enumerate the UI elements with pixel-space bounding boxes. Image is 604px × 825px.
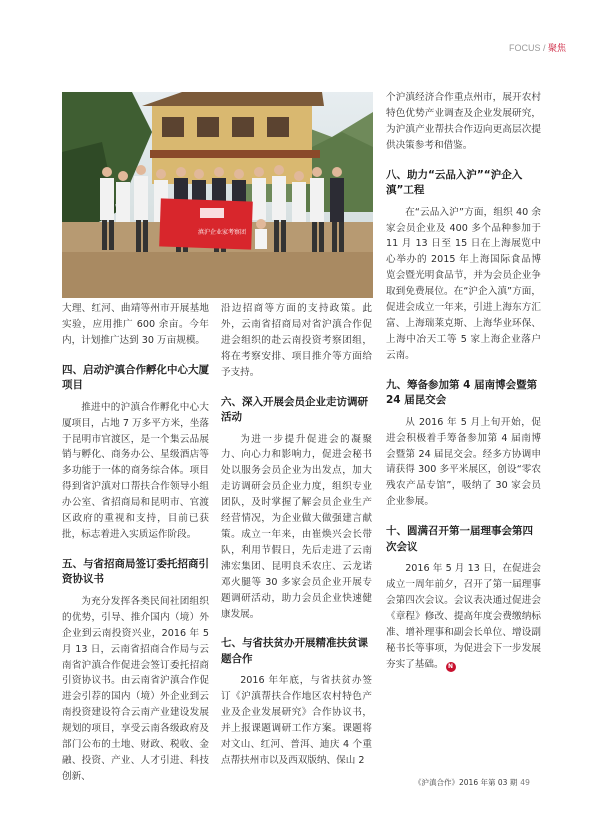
paragraph-section-5: 为充分发挥各类民间社团组织的优势，引导、推介国内（境）外企业到云南投资兴业，2016 年 5 月 13 日，云南省招商合作局与云南省沪滇合作促进会签订委托招商引资协议书。由云南省沪滇合作促进会引荐的国内（境）外企业到云南投资建设符合云南产业建设发展规划的项目，享受云南各级政府及部门公布的土地、财政、税收、金融、投资、产业、人才引进、科技创新、 xyxy=(62,595,209,782)
col1-continued-paragraph: 大理、红河、曲靖等州市开展基地实验，应用推广 600 余亩。今年内，计划推广达到 30 万亩规模。 xyxy=(62,303,209,346)
heading-section-5: 五、与省招商局签订委托招商引资协议书 xyxy=(62,557,209,586)
page-footer xyxy=(414,777,544,788)
section-separator: / xyxy=(540,43,548,53)
page-number: 49 xyxy=(520,778,530,787)
paragraph-section-10-text: 2016 年 5 月 13 日，在促进会成立一周年前夕，召开了第一届理事会第四次会议。会议表决通过促进会《章程》修改、提高年度会费缴纳标准、增补理事和副会长单位、增设副秘书长等事项，为促进会下一步发展夯实了基础。 xyxy=(386,563,541,670)
end-of-article-icon: N xyxy=(446,662,456,672)
paragraph-section-6: 为进一步提升促进会的凝聚力、向心力和影响力，促进会秘书处以服务会员企业为出发点，加大走访调研会员企业力度，组织专业团队，及时掌握了解会员企业生产经营情况，为企业做大做强建言献策。成立一年来，由崔焕兴会长带队，利用节假日，先后走进了云南沸宏集团、昆明良禾农庄、云龙诺邓火腿等 30 多家会员企业开展专题调研活动，助力会员企业快速健康发展。 xyxy=(221,433,372,620)
heading-section-6: 六、深入开展会员企业走访调研活动 xyxy=(221,395,368,424)
col2-continued-paragraph: 沿边招商等方面的支持政策。此外，云南省招商局对省沪滇合作促进会组织的赴云南投资考察团组，将在考察安排、项目推介等方面给予支持。 xyxy=(221,303,372,378)
banner-text: 滇沪企业家考察团 xyxy=(197,229,247,236)
column-1 xyxy=(62,301,209,785)
paragraph-section-4: 推进中的沪滇合作孵化中心大厦项目，占地 7 万多平方米，坐落于昆明市官渡区，是一个集云品展销与孵化、商务办公、星级酒店等多功能于一体的商务综合体。项目得到省沪滇对口帮扶合作领导小组办公室、省招商局和昆明市、官渡区政府的重视和支持，目前已获批，标志着进入实质运作阶段。 xyxy=(62,401,209,540)
magazine-issue: 《沪滇合作》2016 年第 03 期 xyxy=(414,778,518,787)
heading-section-7: 七、与省扶贫办开展精准扶贫课题合作 xyxy=(221,637,368,665)
paragraph-section-8: 在“云品入沪”方面，组织 40 余家会员企业及 400 多个品种参加于 11 月 13 日至 15 日在上海展览中心举办的 2015 年上海国际食品博览会暨光明食品节，并为会员企业争取到免费展位。在“沪企入滇”方面，促进会成立一年来，引进上海东方汇富、上海瑞莱克斯、上海华业环保、上海中冶天工等 5 家上海企业落户云南。 xyxy=(386,206,541,361)
heading-section-4: 四、启动沪滇合作孵化中心大厦项目 xyxy=(62,363,209,392)
section-cn: 聚焦 xyxy=(547,43,566,53)
paragraph-section-10 xyxy=(386,561,541,672)
heading-section-8: 八、助力“云品入沪”“沪企入滇”工程 xyxy=(386,168,523,197)
paragraph-section-7: 2016 年年底，与省扶贫办签订《沪滇帮扶合作地区农村特色产业及企业发展研究》合作协议书，并上报课题调研工作方案。课题将对文山、红河、普洱、迪庆 4 个重点帮扶州市以及西双版纳、保山 2 xyxy=(221,675,372,766)
heading-section-9: 九、筹备参加第 4 届南博会暨第 24 届昆交会 xyxy=(386,378,538,407)
group-photo xyxy=(62,92,373,298)
column-3 xyxy=(386,90,541,672)
running-header xyxy=(509,41,566,54)
group-photo-illustration xyxy=(62,92,373,298)
col3-continued-paragraph: 个沪滇经济合作重点州市，展开农村特色优势产业调查及企业发展研究，为沪滇产业帮扶合作迈向更高层次提供决策参考和借鉴。 xyxy=(386,92,541,151)
column-2 xyxy=(221,301,372,769)
heading-section-10: 十、圆满召开第一届理事会第四次会议 xyxy=(386,525,533,553)
section-en: FOCUS xyxy=(508,43,541,53)
paragraph-section-9: 从 2016 年 5 月上旬开始，促进会积极着手筹备参加第 4 届南博会暨第 24 届昆交会。经多方协调申请获得 300 多平米展区，创设“零农残农产品专馆”，吸纳了 30 家会员企业参展。 xyxy=(386,416,541,508)
